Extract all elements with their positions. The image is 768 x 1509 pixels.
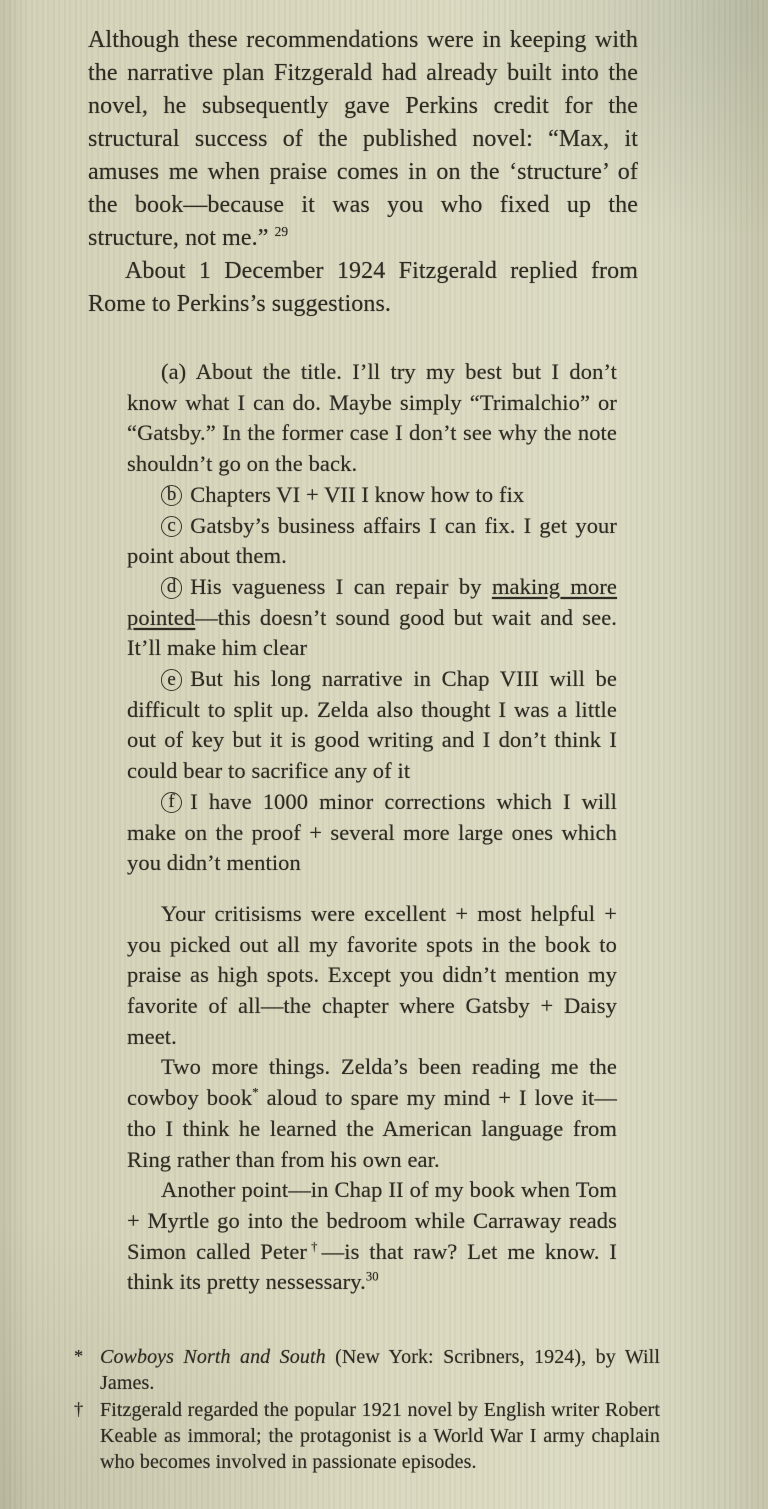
item-text-d: His vagueness I can repair by making more pointed—this doesn’t sound good but wait and see. It’ll make him clear — [127, 573, 617, 661]
footnote-text-cowboys: Cowboys North and South (New York: Scribners, 1924), by Will James. — [100, 1346, 660, 1395]
item-label-d-circled: d — [161, 577, 182, 598]
item-text-a: About the title. I’ll try my best but I don’t know what I can do. Maybe simply “Trimalchio” or “Gatsby.” In the former case I don’t see why the note shouldn’t go on the back. — [127, 359, 617, 477]
footnote-keable — [72, 1397, 660, 1476]
footnote-marker-asterisk: * — [74, 1346, 84, 1367]
paragraph-reply-intro: About 1 December 1924 Fitzgerald replied from Rome to Perkins’s suggestions. — [88, 258, 638, 317]
item-label-c-circled: c — [161, 516, 182, 537]
item-label-f-circled: f — [161, 792, 182, 813]
footnote-marker-dagger: † — [74, 1398, 84, 1419]
footnote-cowboys — [72, 1344, 660, 1397]
letter-item-f — [127, 787, 617, 879]
item-label-b-circled: b — [161, 485, 182, 506]
item-label-a: (a) — [161, 359, 187, 384]
letter-item-a — [127, 357, 617, 480]
letter-paragraph-chap-ii: Another point—in Chap II of my book when Tom + Myrtle go into the bedroom while Carraway reads Simon called Peter†—is that raw? Let me know. I think its pretty nessessary.$^{30}$ — [127, 1177, 617, 1295]
item-text-e: But his long narrative in Chap VIII will be difficult to split up. Zelda also thought I was a little out of key but it is good writing and I don’t think I could bear to sacrifice any of it — [127, 666, 617, 784]
paragraph-commentary: Although these recommendations were in keeping with the narrative plan Fitzgerald had already built into the novel, he subsequently gave Perkins credit for the structural success of the published novel: “Max, it amuses me when praise comes in on the ‘structure’ of the book—because it was you who fixed up the structure, not me.” $^{29}$ — [88, 27, 638, 251]
item-text-f: I have 1000 minor corrections which I will make on the proof + several more large ones which you didn’t mention — [127, 788, 617, 876]
item-text-c: Gatsby’s business affairs I can fix. I get your point about them. — [127, 512, 617, 569]
letter-item-d — [127, 572, 617, 664]
letter-item-b — [127, 480, 617, 511]
letter-paragraph-criticisms: Your critisisms were excellent + most helpful + you picked out all my favorite spots in the book to praise as high spots. Except you didn’t mention my favorite of all—the chapter where Gatsby + Daisy meet. — [127, 900, 617, 1049]
letter-item-e — [127, 664, 617, 787]
footnote-text-keable: Fitzgerald regarded the popular 1921 novel by English writer Robert Keable as immoral; the protagonist is a World War I army chaplain who becomes involved in passionate episodes. — [100, 1398, 660, 1474]
letter-closing-paragraphs — [127, 899, 617, 1298]
letter-paragraph-cowboy-book: Two more things. Zelda’s been reading me the cowboy book* aloud to spare my mind + I love it—tho I think he learned the American language from Ring rather than from his own ear. — [127, 1054, 617, 1172]
letter-excerpt — [127, 357, 617, 1298]
footnotes-section — [72, 1344, 660, 1475]
page-text-block — [74, 24, 660, 1476]
item-text-b: Chapters VI + VII I know how to fix — [190, 481, 525, 507]
letter-item-c — [127, 511, 617, 572]
item-label-e-circled: e — [161, 669, 182, 690]
